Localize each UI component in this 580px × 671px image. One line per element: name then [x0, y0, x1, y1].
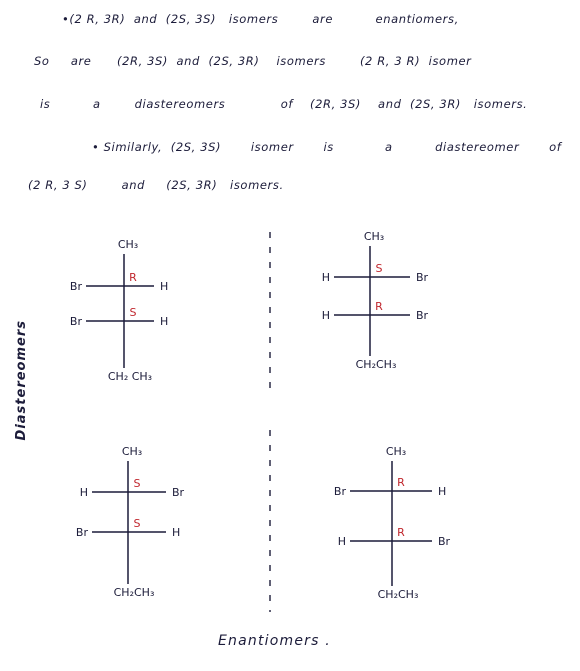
projection-2-bottom-group: CH₂CH₃	[355, 358, 397, 371]
text-line-3: is a diastereomers of (2R, 3S) and (2S, 3R) isomers.	[40, 97, 528, 111]
projection-1-row-2-configuration: S	[129, 306, 137, 319]
projection-3-row-2-right-group: H	[172, 526, 181, 539]
projection-1-row-1-right-group: H	[160, 280, 169, 293]
projection-3-row-2-left-group: Br	[75, 526, 88, 539]
projection-3-row-1-right-group: Br	[172, 486, 185, 499]
projection-2-row-2-left-group: H	[321, 309, 330, 322]
projection-1-row-2-left-group: Br	[69, 315, 82, 328]
projection-1-row-1-left-group: Br	[69, 280, 82, 293]
projection-3-top-group: CH₃	[121, 445, 143, 458]
projection-1-row-1-configuration: R	[129, 271, 137, 284]
projection-3-row-1-configuration: S	[133, 477, 141, 490]
projection-4-top-group: CH₃	[385, 445, 407, 458]
text-line-2: So are (2R, 3S) and (2S, 3R) isomers (2 R, 3 R) isomer	[34, 54, 472, 68]
projection-4-row-2-right-group: Br	[438, 535, 451, 548]
projection-2-row-1-right-group: Br	[416, 271, 429, 284]
projection-4-row-1-right-group: H	[438, 485, 447, 498]
projection-4-row-2-configuration: R	[397, 526, 405, 539]
enantiomers-label: Enantiomers .	[218, 633, 331, 649]
text-line-4: • Similarly, (2S, 3S) isomer is a diastereomer of	[92, 140, 562, 154]
projection-3-bottom-group: CH₂CH₃	[113, 586, 155, 599]
projection-2-row-1-left-group: H	[321, 271, 330, 284]
projection-1-bottom-group: CH₂ CH₃	[107, 370, 153, 383]
projection-4-row-1-configuration: R	[397, 476, 405, 489]
projection-4-bottom-group: CH₂CH₃	[377, 588, 419, 601]
projection-2-row-1-configuration: S	[375, 262, 383, 275]
diastereomers-label: Diastereomers	[14, 320, 29, 441]
text-line-1: •(2 R, 3R) and (2S, 3S) isomers are enantiomers,	[62, 12, 459, 26]
projection-4-row-1-left-group: Br	[333, 485, 346, 498]
projection-3-row-1-left-group: H	[79, 486, 88, 499]
projection-1-row-2-right-group: H	[160, 315, 169, 328]
projection-4-row-2-left-group: H	[337, 535, 346, 548]
projection-2-row-2-configuration: R	[375, 300, 383, 313]
projection-3-row-2-configuration: S	[133, 517, 141, 530]
text-line-5: (2 R, 3 S) and (2S, 3R) isomers.	[28, 178, 284, 192]
projection-2-row-2-right-group: Br	[416, 309, 429, 322]
projection-2-top-group: CH₃	[363, 230, 385, 243]
projection-1-top-group: CH₃	[117, 238, 139, 251]
